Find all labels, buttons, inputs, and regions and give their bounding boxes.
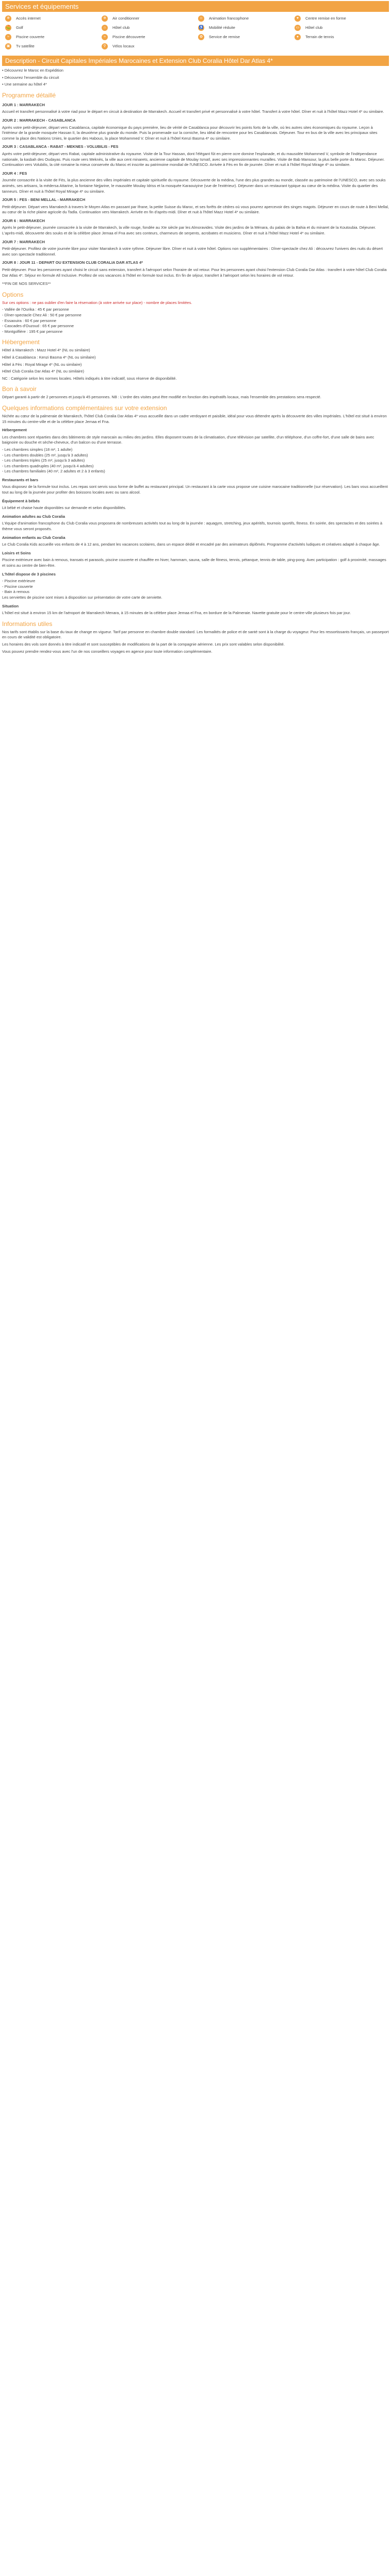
programme-day <box>2 103 389 115</box>
day-title: JOUR 5 : FES - BENI MELLAL - MARRAKECH <box>2 197 86 202</box>
day-title: JOUR 1 : MARRAKECH <box>2 102 45 107</box>
amenity-label: Piscine découverte <box>112 34 145 39</box>
baby-section <box>2 499 389 511</box>
leisure-text: Piscine extérieure avec bain à remous, transats et parasols, piscine couverte et chauffée en hiver, hammam, sauna, salle de fitness, tennis, pétanque, tennis de table, ping-pong. Avec participation : golf à proximité, massages et soins au centre de bien-être. <box>2 557 386 568</box>
hebergement-note: NC : Catégorie selon les normes locales. Hôtels indiqués à titre indicatif, sous réserve de disponibilité. <box>2 376 177 381</box>
option-item: - Dîner-spectacle Chez Ali : 50 € par personne <box>2 313 389 318</box>
restaurants-text: Vous disposez de la formule tout inclus. Les repas sont servis sous forme de buffet au restaurant principal. Un restaurant à la carte vous propose une cuisine marocaine traditionnelle (sur réservation). Les bars vous accueillent tout au long de la journée pour profiter des boissons locales avec ou sans alcool. <box>2 484 388 495</box>
restaurants-section <box>2 478 389 496</box>
informations-title: Informations utiles <box>2 620 53 628</box>
pool-item: - Bain à remous <box>2 589 389 595</box>
hotel-icon: ⌂ <box>102 25 108 31</box>
hotel-item: Hôtel Club Coralia Dar Atlas 4* (NL ou similaire) <box>2 369 84 374</box>
extension-text: Nichée au cœur de la palmeraie de Marrakech, l'hôtel Club Coralia Dar Atlas 4* vous accueille dans un cadre verdoyant et paisible, idéal pour vous détendre après la découverte des villes impériales. L'hôtel est situé à environ 15 minutes du centre-ville et de la célèbre place Jemaa el Fna. <box>2 413 387 424</box>
amenity-item <box>102 25 198 31</box>
programme-day <box>2 260 389 278</box>
hotel-item: Hôtel à Fès : Royal Mirage 4* (NL ou similaire) <box>2 362 82 367</box>
restaurants-title: Restaurants et bars <box>2 477 39 482</box>
day-text: Après votre petit-déjeuner, départ vers Casablanca, capitale économique du pays première, lieu de vérité de Casablanca pour découvrir les points forts de la ville, où les autres sites économiques du royaume. Leçon à l'intérieur de la grande mosquée Hassan II, la deuxième plus grande du monde. Puis la promenade sur la corniche, lieu idéal de rencontre pour les Casablancais. Déjeuner. Tour en bus de la ville avec les principaux sites comme la place des Nations Unies, le quartier des Habous, la place Mohammed V. Dîner et nuit à l'hôtel Kenzi Basma 4* ou similaire. <box>2 125 378 141</box>
amenity-label: Mobilité réduite <box>209 25 235 30</box>
day-title: JOUR 6 : MARRAKECH <box>2 218 45 223</box>
day-title: JOUR 7 : MARRAKECH <box>2 239 45 244</box>
kids-text: Le Club Coralia Kids accueille vos enfants de 4 à 12 ans, pendant les vacances scolaires, dans un espace dédié et encadré par des animateurs diplômés. Programme d'activités ludiques et créatives adapté à chaque âge. <box>2 542 380 547</box>
bon-a-savoir-text: Départ garanti à partir de 2 personnes et jusqu'à 45 personnes. NB : L'ordre des visites peut être modifié en fonction des impératifs locaux, mais l'ensemble des prestations sera respecté. <box>2 395 321 400</box>
day-title: JOUR 2 : MARRAKECH - CASABLANCA <box>2 117 76 123</box>
amenity-item <box>5 34 102 40</box>
description-title: Description - Circuit Capitales Impériales Marocaines et Extension Club Coralia Hôtel Dar Atlas 4* <box>2 56 389 66</box>
programme-day <box>2 144 389 167</box>
day-text: Journée consacrée à la visite de Fès, la plus ancienne des villes impériales et capitale spirituelle du royaume. Découverte de la médina, l'une des plus grandes au monde, classée au patrimoine de l'UNESCO, avec ses souks animés, ses artisans, la médersa Attarine, la fontaine Nejjarine, le mausolée Moulay Idriss et la mosquée Karaouiyine (vue de l'extérieur). Déjeuner dans un restaurant typique au cœur de la médina. Visite du quartier des tanneurs. Dîner et nuit à l'hôtel Royal Mirage 4* ou similaire. <box>2 178 386 194</box>
car-icon: ♥ <box>295 15 301 22</box>
amenity-item <box>102 43 198 49</box>
description-bullet: • Découvrez l'ensemble du circuit <box>2 75 59 80</box>
situation-text: L'hôtel est situé à environ 15 km de l'aéroport de Marrakech Menara, à 15 minutes de la célèbre place Jemaa el Fna, en bordure de la Palmeraie. Navette gratuite pour le centre-ville plusieurs fois par jour. <box>2 611 351 616</box>
amenity-item <box>295 15 391 22</box>
amenity-label: Accès internet <box>16 15 41 21</box>
day-text: Petit-déjeuner. Profitez de votre journée libre pour visiter Marrakech à votre rythme. Déjeuner libre. Dîner et nuit à votre hôtel. Options non supplémentaires : Dîner-spectacle chez Ali : découvrez l'univers des nuits du désert avec son spectacle traditionnel. <box>2 246 383 257</box>
programme-day <box>2 118 389 141</box>
services-title: Services et équipements <box>5 3 79 10</box>
amenity-label: Animation francophone <box>209 15 249 21</box>
programme-day <box>2 171 389 194</box>
ac-icon: ❄ <box>102 15 108 22</box>
pools-list <box>2 579 389 595</box>
leisure-section <box>2 551 389 569</box>
baby-text: Lit bébé et chaise haute disponibles sur demande et selon disponibilités. <box>2 505 126 511</box>
option-item: - Essaouira : 60 € par personne <box>2 318 389 324</box>
hotel-item: Hôtel à Marrakech : Mazz Hotel 4* (NL ou similaire) <box>2 348 90 353</box>
hebergement2-section <box>2 428 389 474</box>
hebergement2-title: Hébergement <box>2 428 27 433</box>
day-text: Petit-déjeuner. Pour les personnes ayant choisi le circuit sans extension, transfert à l'aéroport selon l'horaire de vol retour. Pour les personnes ayant choisi l'extension Club Coralia Dar Atlas : transfert à votre hôtel Club Coralia Dar Atlas 4*. Séjour en formule All Inclusive. Profitez de vos vacances à l'hôtel en formule tout inclus. En fin de séjour, transfert à l'aéroport selon les horaires de vol retour. <box>2 267 387 278</box>
amenity-item <box>295 25 391 31</box>
rooms-list <box>2 447 389 474</box>
golf-icon: ⛳ <box>5 25 11 31</box>
bike-icon: ⚲ <box>102 43 108 49</box>
options-title: Options <box>2 291 24 298</box>
option-item: - Cascades d'Ouzoud : 65 € par personne <box>2 324 389 329</box>
day-title: JOUR 4 : FES <box>2 171 27 176</box>
tv-icon: ▣ <box>5 43 11 49</box>
spa-icon: ✿ <box>198 34 204 40</box>
kids-section <box>2 535 389 548</box>
animation-text: L'équipe d'animation francophone du Club Coralia vous proposera de nombreuses activités tout au long de la journée : aquagym, stretching, jeux apéritifs, tournois sportifs, fitness. En soirée, des spectacles et des soirées à thème vous seront proposés. <box>2 521 383 532</box>
bon-a-savoir-title: Bon à savoir <box>2 385 37 393</box>
amenity-item <box>198 25 295 31</box>
kids-icon: ☺ <box>198 15 204 22</box>
description-bullets <box>2 68 389 88</box>
description-bullet: • Découvrez le Maroc en Expédition <box>2 68 63 73</box>
animation-title: Animation adultes au Club Coralia <box>2 514 66 519</box>
option-item: - Montgolfière : 195 € par personne <box>2 329 389 335</box>
bed-icon: ▭ <box>295 25 301 31</box>
pools-section <box>2 572 389 601</box>
page <box>0 1 391 654</box>
day-title: JOUR 3 : CASABLANCA - RABAT - MEKNES - VOLUBILIS - FES <box>2 144 119 149</box>
options-note: Sur ces options : ne pas oublier d'en faire la réservation (à votre arrivée sur place) - nombre de places limitées. <box>2 300 192 305</box>
room-item: - Les chambres familiales (40 m², 2 adultes et 2 à 3 enfants) <box>2 469 389 474</box>
animation-section <box>2 514 389 532</box>
programme-title: Programme détaillé <box>2 91 56 99</box>
hebergement2-text: Les chambres sont réparties dans des bâtiments de style marocain au milieu des jardins. Elles disposent toutes de la climatisation, d'une télévision par satellite, d'un téléphone, d'un coffre-fort, d'une salle de bains avec baignoire ou douche et sèche-cheveux, d'un balcon ou d'une terrasse. <box>2 434 374 445</box>
amenity-item <box>5 43 102 49</box>
options-list <box>2 307 389 334</box>
pools-title: L'hôtel dispose de 3 piscines <box>2 571 56 577</box>
day-text: Petit-déjeuner. Départ vers Marrakech à travers le Moyen Atlas en passant par Ifrane, la petite Suisse du Maroc, et ses forêts de cèdres où vous pourrez apercevoir des singes magots. Déjeuner en cours de route à Beni Mellal, au cœur de la riche plaine agricole du Tadla. Continuation vers Marrakech. Arrivée en fin d'après-midi. Dîner et nuit à l'hôtel Mazz Hotel 4* ou similaire. <box>2 204 389 215</box>
amenity-item <box>198 15 295 22</box>
amenity-item <box>5 25 102 31</box>
amenity-label: Air conditionner <box>112 15 140 21</box>
baby-title: Équipement à bébés <box>2 498 40 503</box>
wheelchair-icon: ♿ <box>198 25 204 31</box>
amenity-label: Centre remise en forme <box>305 15 346 21</box>
pool-item: - Piscine extérieure <box>2 579 389 584</box>
day-text: Après votre petit-déjeuner, départ vers Rabat, capitale administrative du royaume. Visite de la Tour Hassan, dont l'élégant fût en pierre ocre domine l'esplanade, et du mausolée Mohammed V, symbole de l'indépendance nationale, la kasbah des Oudayas. Puis route vers Meknès, la ville aux cent minarets, ancienne capitale de Moulay Ismaïl, avec ses impressionnantes murailles. Visite de Bab Mansour, la plus belle porte du Maroc. Déjeuner. Continuation vers Volubilis, la cité romaine la mieux conservée du Maroc et inscrite au patrimoine mondial de l'UNESCO. Arrivée à Fès en fin de journée. Dîner et nuit à l'hôtel Royal Mirage 4* ou similaire. <box>2 151 385 167</box>
day-text: Accueil et transfert personnalisé à votre riad pour le départ en circuit à destination de Marrakech. Accueil et transfert privé et personnalisé à votre hôtel. Transfert à votre hôtel. Dîner et nuit à l'hôtel Mazz Hotel 4* ou similaire. <box>2 109 384 114</box>
hotel-item: Hôtel à Casablanca : Kenzi Basma 4* (NL ou similaire) <box>2 354 96 360</box>
programme-day <box>2 240 389 258</box>
amenity-label: Piscine couverte <box>16 34 45 39</box>
day-title: JOUR 8 : JOUR 11 - DEPART OU EXTENSION CLUB CORALIA DAR ATLAS 4* <box>2 260 143 265</box>
pools-text: Les serviettes de piscine sont mises à disposition sur présentation de votre carte de serviette. <box>2 595 162 600</box>
pool-item: - Piscine couverte <box>2 584 389 590</box>
amenity-label: Tv satellite <box>16 43 35 48</box>
room-item: - Les chambres quadruples (40 m², jusqu'à 4 adultes) <box>2 464 389 469</box>
amenity-label: Service de remise <box>209 34 240 39</box>
amenity-item <box>5 15 102 22</box>
hebergement-list <box>2 348 389 374</box>
programme-day <box>2 197 389 215</box>
room-item: - Les chambres doubles (25 m², jusqu'à 3 adultes) <box>2 453 389 459</box>
description-bullet: • Une semaine au hôtel 4* <box>2 82 47 87</box>
services-banner <box>2 1 389 12</box>
amenity-item <box>102 15 198 22</box>
amenity-item <box>102 34 198 40</box>
pool-icon: ≈ <box>5 34 11 40</box>
room-item: - Les chambres simples (18 m², 1 adulte) <box>2 447 389 453</box>
pool-icon: ≈ <box>102 34 108 40</box>
amenity-label: Terrain de tennis <box>305 34 334 39</box>
amenity-label: Hôtel club <box>305 25 323 30</box>
situation-section <box>2 604 389 616</box>
ac-icon: ❄ <box>5 15 11 22</box>
footer-line1: Les horaires des vols sont donnés à titre indicatif et sont susceptibles de modifications de la part de la compagnie aérienne. Les prix sont valables selon disponibilité. <box>2 641 285 647</box>
extension-title: Quelques informations complémentaires sur votre extension <box>2 404 167 412</box>
amenity-label: Vélos locaux <box>112 43 135 48</box>
programme-end: **FIN DE NOS SERVICES** <box>2 281 51 286</box>
amenities-grid <box>2 12 389 54</box>
day-text: Après le petit-déjeuner, journée consacrée à la visite de Marrakech, la ville rouge, fondée au XIe siècle par les Almoravides. Visite des jardins de la Ménara, du palais de la Bahia et du minaret de la Koutoubia. Déjeuner. L'après-midi, découverte des souks et de la célèbre place Jemaa el Fna avec ses conteurs, charmeurs de serpents, acrobates et musiciens. Dîner et nuit à l'hôtel Mazz Hotel 4* ou similaire. <box>2 225 376 236</box>
amenity-item <box>295 34 391 40</box>
situation-title: Situation <box>2 603 19 608</box>
hebergement-title: Hébergement <box>2 338 40 346</box>
amenity-label: Golf <box>16 25 23 30</box>
option-item: - Vallée de l'Ourika : 45 € par personne <box>2 307 389 313</box>
room-item: - Les chambres triples (25 m², jusqu'à 3 adultes) <box>2 458 389 464</box>
programme-day <box>2 218 389 236</box>
amenity-item <box>198 34 295 40</box>
footer-line2: Vous pouvez prendre rendez-vous avec l'un de nos conseillers voyages en agence pour toute information complémentaire. <box>2 649 213 654</box>
tennis-icon: ● <box>295 34 301 40</box>
programme-days <box>2 103 389 278</box>
leisure-title: Loisirs et Soins <box>2 550 31 555</box>
informations-text: Nos tarifs sont établis sur la base du taux de change en vigueur. Tarif par personne en chambre double standard. Les formalités de police et de santé sont à la charge du voyageur. Pour les ressortissants français, un passeport en cours de validité est obligatoire. <box>2 629 389 640</box>
amenity-label: Hôtel club <box>112 25 130 30</box>
kids-title: Animation enfants au Club Coralia <box>2 535 66 540</box>
